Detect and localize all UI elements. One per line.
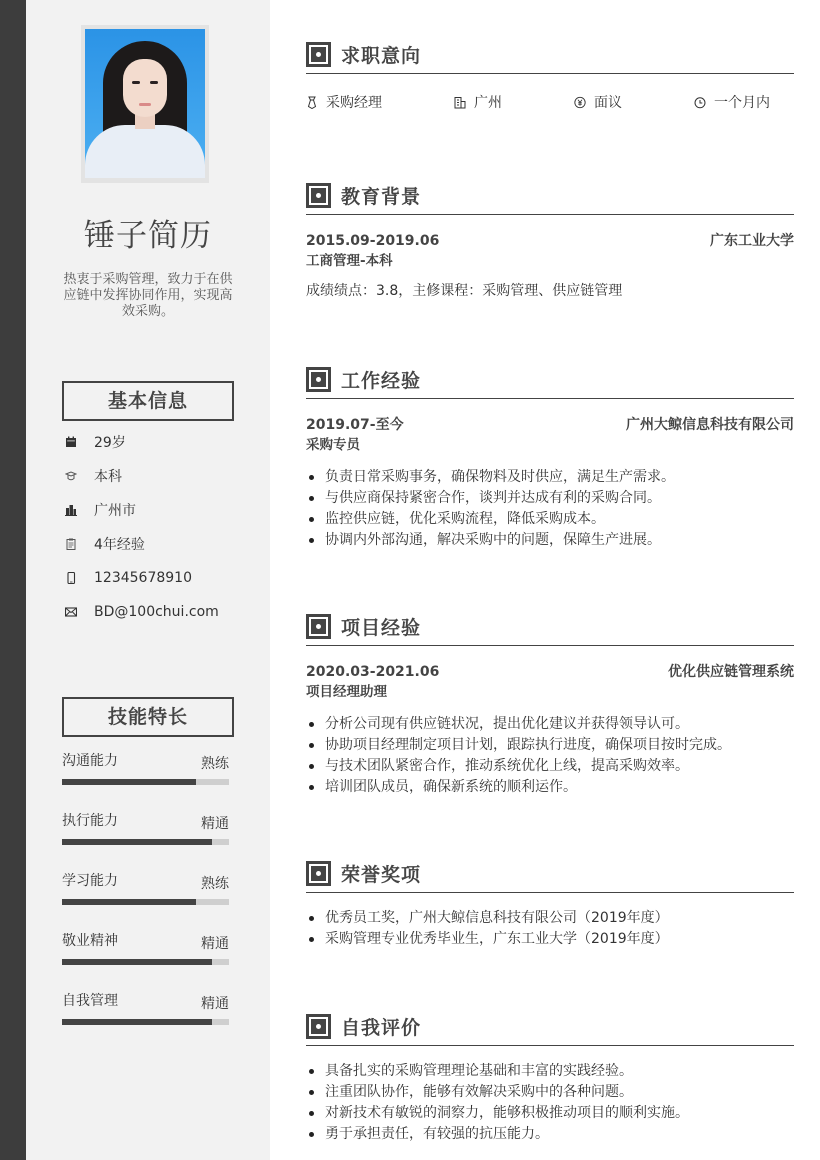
list-item: 注重团队协作，能够有效解决采购中的各种问题。 [306,1082,794,1103]
list-item: 采购管理专业优秀毕业生，广东工业大学（2019年度） [306,929,794,950]
intent-availability [694,92,770,112]
clock-icon [694,96,706,109]
info-age-text: 29岁 [94,435,126,451]
section-square-icon [306,861,331,886]
info-city-text: 广州市 [94,503,136,519]
section-header [306,608,794,646]
intent-salary-text: 面议 [594,95,622,111]
building-icon [64,503,78,517]
skill-item [62,865,229,925]
intent-availability-text: 一个月内 [714,95,770,111]
info-age [64,425,254,459]
yen-icon [574,96,586,109]
section-work-experience [306,361,794,551]
skill-level: 熟练 [201,756,229,772]
skill-item [62,745,229,805]
section-square-icon [306,42,331,67]
info-city [64,493,254,527]
info-phone-text: 12345678910 [94,570,192,586]
skill-bar [62,959,229,965]
skill-name: 沟通能力 [62,753,118,769]
skill-item [62,985,229,1045]
list-item: 培训团队成员，确保新系统的顺利运作。 [306,777,794,798]
intent-position [306,92,454,112]
intent-city-text: 广州 [474,95,502,111]
section-square-icon [306,614,331,639]
section-header [306,361,794,399]
list-item: 协助项目经理制定项目计划，跟踪执行进度，确保项目按时完成。 [306,735,794,756]
section-title: 工作经验 [341,370,422,392]
basic-info-heading: 基本信息 [62,381,234,421]
mail-icon [64,605,78,619]
self-eval-bullets [306,1061,794,1145]
list-item: 负责日常采购事务，确保物料及时供应，满足生产需求。 [306,467,794,488]
list-item: 与供应商保持紧密合作，谈判并达成有利的采购合同。 [306,488,794,509]
section-title: 自我评价 [341,1017,422,1039]
resume-name: 锤子简历 [84,218,212,254]
section-header [306,177,794,215]
education-major: 工商管理-本科 [306,253,393,269]
work-role: 采购专员 [306,437,360,453]
education-school: 广东工业大学 [710,233,794,249]
work-header-row [306,415,794,435]
city-icon [454,96,466,109]
graduation-cap-icon [64,469,78,483]
info-education-text: 本科 [94,469,122,485]
education-header-row [306,231,794,251]
skill-bar [62,779,229,785]
project-name: 优化供应链管理系统 [668,664,794,680]
section-title: 项目经验 [341,617,422,639]
skill-item [62,805,229,865]
profile-photo [85,29,205,178]
project-role: 项目经理助理 [306,684,387,700]
sidebar [26,0,270,1160]
section-square-icon [306,367,331,392]
section-title: 求职意向 [341,45,422,67]
tie-icon [306,96,318,109]
intent-salary [574,92,694,112]
section-title: 教育背景 [341,186,422,208]
job-intent-row [306,92,794,112]
honors-bullets [306,908,794,950]
project-bullets [306,714,794,798]
info-experience-text: 4年经验 [94,537,145,553]
section-title: 荣誉奖项 [341,864,422,886]
info-phone [64,561,254,595]
work-period: 2019.07-至今 [306,417,404,433]
list-item: 与技术团队紧密合作，推动系统优化上线，提高采购效率。 [306,756,794,777]
section-project-experience [306,608,794,798]
list-item: 分析公司现有供应链状况，提出优化建议并获得领导认可。 [306,714,794,735]
project-period: 2020.03-2021.06 [306,664,440,680]
basic-info-list [64,425,254,629]
section-header [306,1008,794,1046]
info-experience [64,527,254,561]
section-header [306,855,794,893]
motto: 热衷于采购管理，致力于在供应链中发挥协同作用，实现高效采购。 [63,272,233,319]
skill-name: 执行能力 [62,813,118,829]
work-company: 广州大鲸信息科技有限公司 [626,417,794,433]
skill-name: 敬业精神 [62,933,118,949]
skill-level: 精通 [201,996,229,1012]
skill-level: 熟练 [201,876,229,892]
skill-level: 精通 [201,816,229,832]
list-item: 优秀员工奖，广州大鲸信息科技有限公司（2019年度） [306,908,794,929]
calendar-icon [64,435,78,449]
phone-icon [64,571,78,585]
profile-photo-frame [81,25,209,183]
skills-heading: 技能特长 [62,697,234,737]
list-item: 监控供应链，优化采购流程，降低采购成本。 [306,509,794,530]
skill-level: 精通 [201,936,229,952]
section-job-intent [306,36,794,112]
skill-item [62,925,229,985]
info-education [64,459,254,493]
section-square-icon [306,183,331,208]
left-accent-bar [0,0,26,1160]
section-honors [306,855,794,950]
skill-bar [62,839,229,845]
intent-position-text: 采购经理 [326,95,382,111]
skill-bar [62,899,229,905]
work-bullets [306,467,794,551]
education-period: 2015.09-2019.06 [306,233,440,249]
section-education [306,177,794,301]
intent-city [454,92,574,112]
list-item: 协调内外部沟通，解决采购中的问题，保障生产进展。 [306,530,794,551]
list-item: 对新技术有敏锐的洞察力，能够积极推动项目的顺利实施。 [306,1103,794,1124]
skills-list [62,745,229,1045]
skill-name: 学习能力 [62,873,118,889]
section-self-evaluation [306,1008,794,1145]
info-email-text: BD@100chui.com [94,604,219,620]
section-square-icon [306,1014,331,1039]
project-header-row [306,662,794,682]
education-desc: 成绩绩点：3.8，主修课程：采购管理、供应链管理 [306,283,623,299]
list-item: 勇于承担责任，有较强的抗压能力。 [306,1124,794,1145]
clipboard-icon [64,537,78,551]
info-email [64,595,254,629]
skill-bar [62,1019,229,1025]
list-item: 具备扎实的采购管理理论基础和丰富的实践经验。 [306,1061,794,1082]
section-header [306,36,794,74]
skill-name: 自我管理 [62,993,118,1009]
